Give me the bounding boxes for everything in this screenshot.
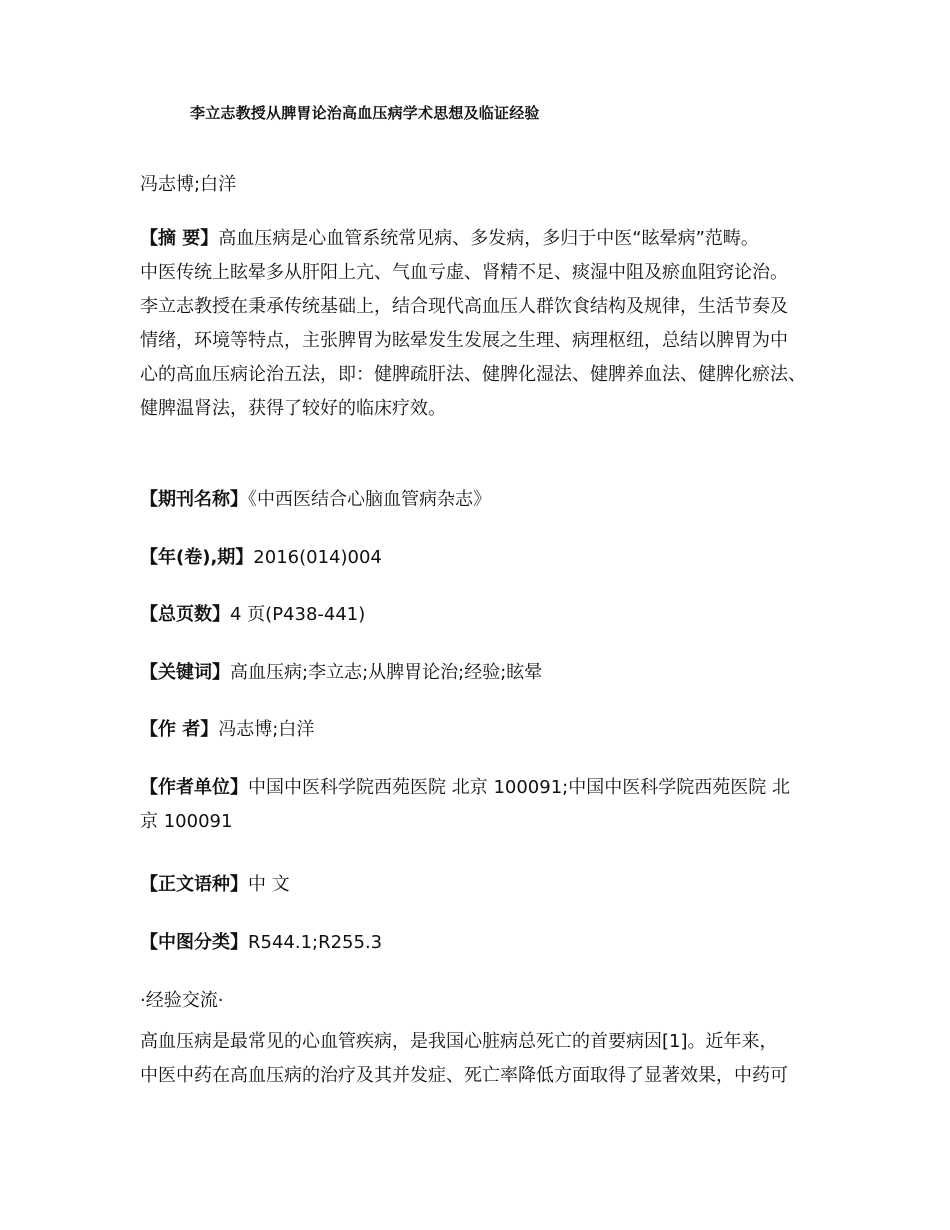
issue-label: 【年(卷),期】 <box>140 547 254 568</box>
abstract-line: 心的高血压病论治五法，即：健脾疏肝法、健脾化湿法、健脾养血法、健脾化瘀法、 <box>140 364 806 385</box>
journal-value: 《中西医结合心脑血管病杂志》 <box>248 489 491 510</box>
abstract-line: 中医传统上眩晕多从肝阳上亢、气血亏虚、肾精不足、痰湿中阻及瘀血阻窍论治。 <box>140 262 788 283</box>
pages-value: 4 页(P438-441) <box>230 604 366 625</box>
journal-field <box>140 483 830 517</box>
keywords-value: 高血压病;李立志;从脾胃论治;经验;眩晕 <box>230 662 543 683</box>
intro-paragraph <box>140 1025 830 1093</box>
keywords-label: 【关键词】 <box>140 662 230 683</box>
language-field <box>140 868 830 902</box>
affiliation-label: 【作者单位】 <box>140 777 248 798</box>
issue-value: 2016(014)004 <box>253 547 382 568</box>
authors-field <box>140 713 830 747</box>
paper-title: 李立志教授从脾胃论治高血压病学术思想及临证经验 <box>190 104 540 122</box>
abstract-line <box>140 222 830 256</box>
abstract-line: 情绪，环境等特点，主张脾胃为眩晕发生发展之生理、病理枢纽，总结以脾胃为中 <box>140 330 788 351</box>
author-list: 冯志博;白洋 <box>140 174 237 195</box>
section-tag: ·经验交流· <box>140 990 224 1011</box>
abstract-line: 健脾温肾法，获得了较好的临床疗效。 <box>140 398 446 419</box>
intro-line: 高血压病是最常见的心血管疾病，是我国心脏病总死亡的首要病因[1]。近年来， <box>140 1031 778 1052</box>
affiliation-line <box>140 771 830 805</box>
language-value: 中 文 <box>248 874 290 895</box>
classification-value: R544.1;R255.3 <box>248 932 383 953</box>
language-label: 【正文语种】 <box>140 874 248 895</box>
affiliation-value: 中国中医科学院西苑医院 北京 100091;中国中医科学院西苑医院 北 <box>248 777 790 798</box>
journal-label: 【期刊名称】 <box>140 489 248 510</box>
abstract-line: 李立志教授在秉承传统基础上，结合现代高血压人群饮食结构及规律，生活节奏及 <box>140 296 788 317</box>
abstract-text: 高血压病是心血管系统常见病、多发病，多归于中医“眩晕病”范畴。 <box>218 228 759 249</box>
affiliation-line: 京 100091 <box>140 811 233 832</box>
issue-field <box>140 541 830 575</box>
abstract-section <box>140 222 830 426</box>
authors-label: 【作 者】 <box>140 719 219 740</box>
classification-field <box>140 926 830 960</box>
intro-line: 中医中药在高血压病的治疗及其并发症、死亡率降低方面取得了显著效果，中药可 <box>140 1065 788 1086</box>
pages-field <box>140 598 830 632</box>
pages-label: 【总页数】 <box>140 604 230 625</box>
affiliation-field <box>140 771 830 839</box>
authors-value: 冯志博;白洋 <box>218 719 315 740</box>
classification-label: 【中图分类】 <box>140 932 248 953</box>
abstract-label: 【摘 要】 <box>140 228 219 249</box>
keywords-field <box>140 656 830 690</box>
